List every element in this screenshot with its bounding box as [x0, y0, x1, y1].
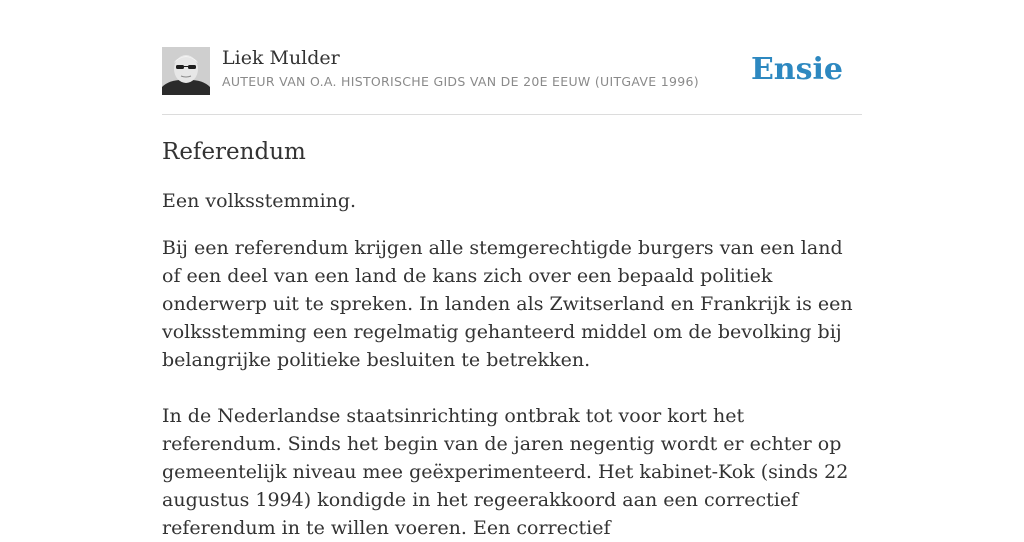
author-photo-icon — [162, 47, 210, 95]
article-lead: Een volksstemming. — [162, 190, 357, 212]
author-avatar[interactable] — [162, 47, 210, 95]
article-body: Bij een referendum krijgen alle stemgerechtigde burgers van een land of een deel van een land de kans zich over een bepaald politiek onderwerp uit te spreken. In landen als Zwitserland en Frankrijk is een volksstemming een regelmatig gehanteerd middel om de bevolking bij belangrijke politieke besluiten te betrekken. In de Nederlandse staatsinrichting ontbrak tot voor kort het referendum. Sinds het begin van de jaren negentig wordt er echter op gemeentelijk niveau mee geëxperimenteerd. Het kabinet-Kok (sinds 22 augustus 1994) kondigde in het regeerakkoord aan een correctief referendum in te willen voeren. Een correctief — [162, 237, 853, 539]
author-bio: AUTEUR VAN O.A. HISTORISCHE GIDS VAN DE 20E EEUW (UITGAVE 1996) — [222, 74, 699, 89]
ensie-logo[interactable]: Ensie — [750, 52, 843, 87]
article-title: Referendum — [162, 139, 306, 165]
article-content — [162, 136, 862, 542]
article-header — [162, 46, 862, 115]
author-name[interactable]: Liek Mulder — [222, 47, 340, 69]
